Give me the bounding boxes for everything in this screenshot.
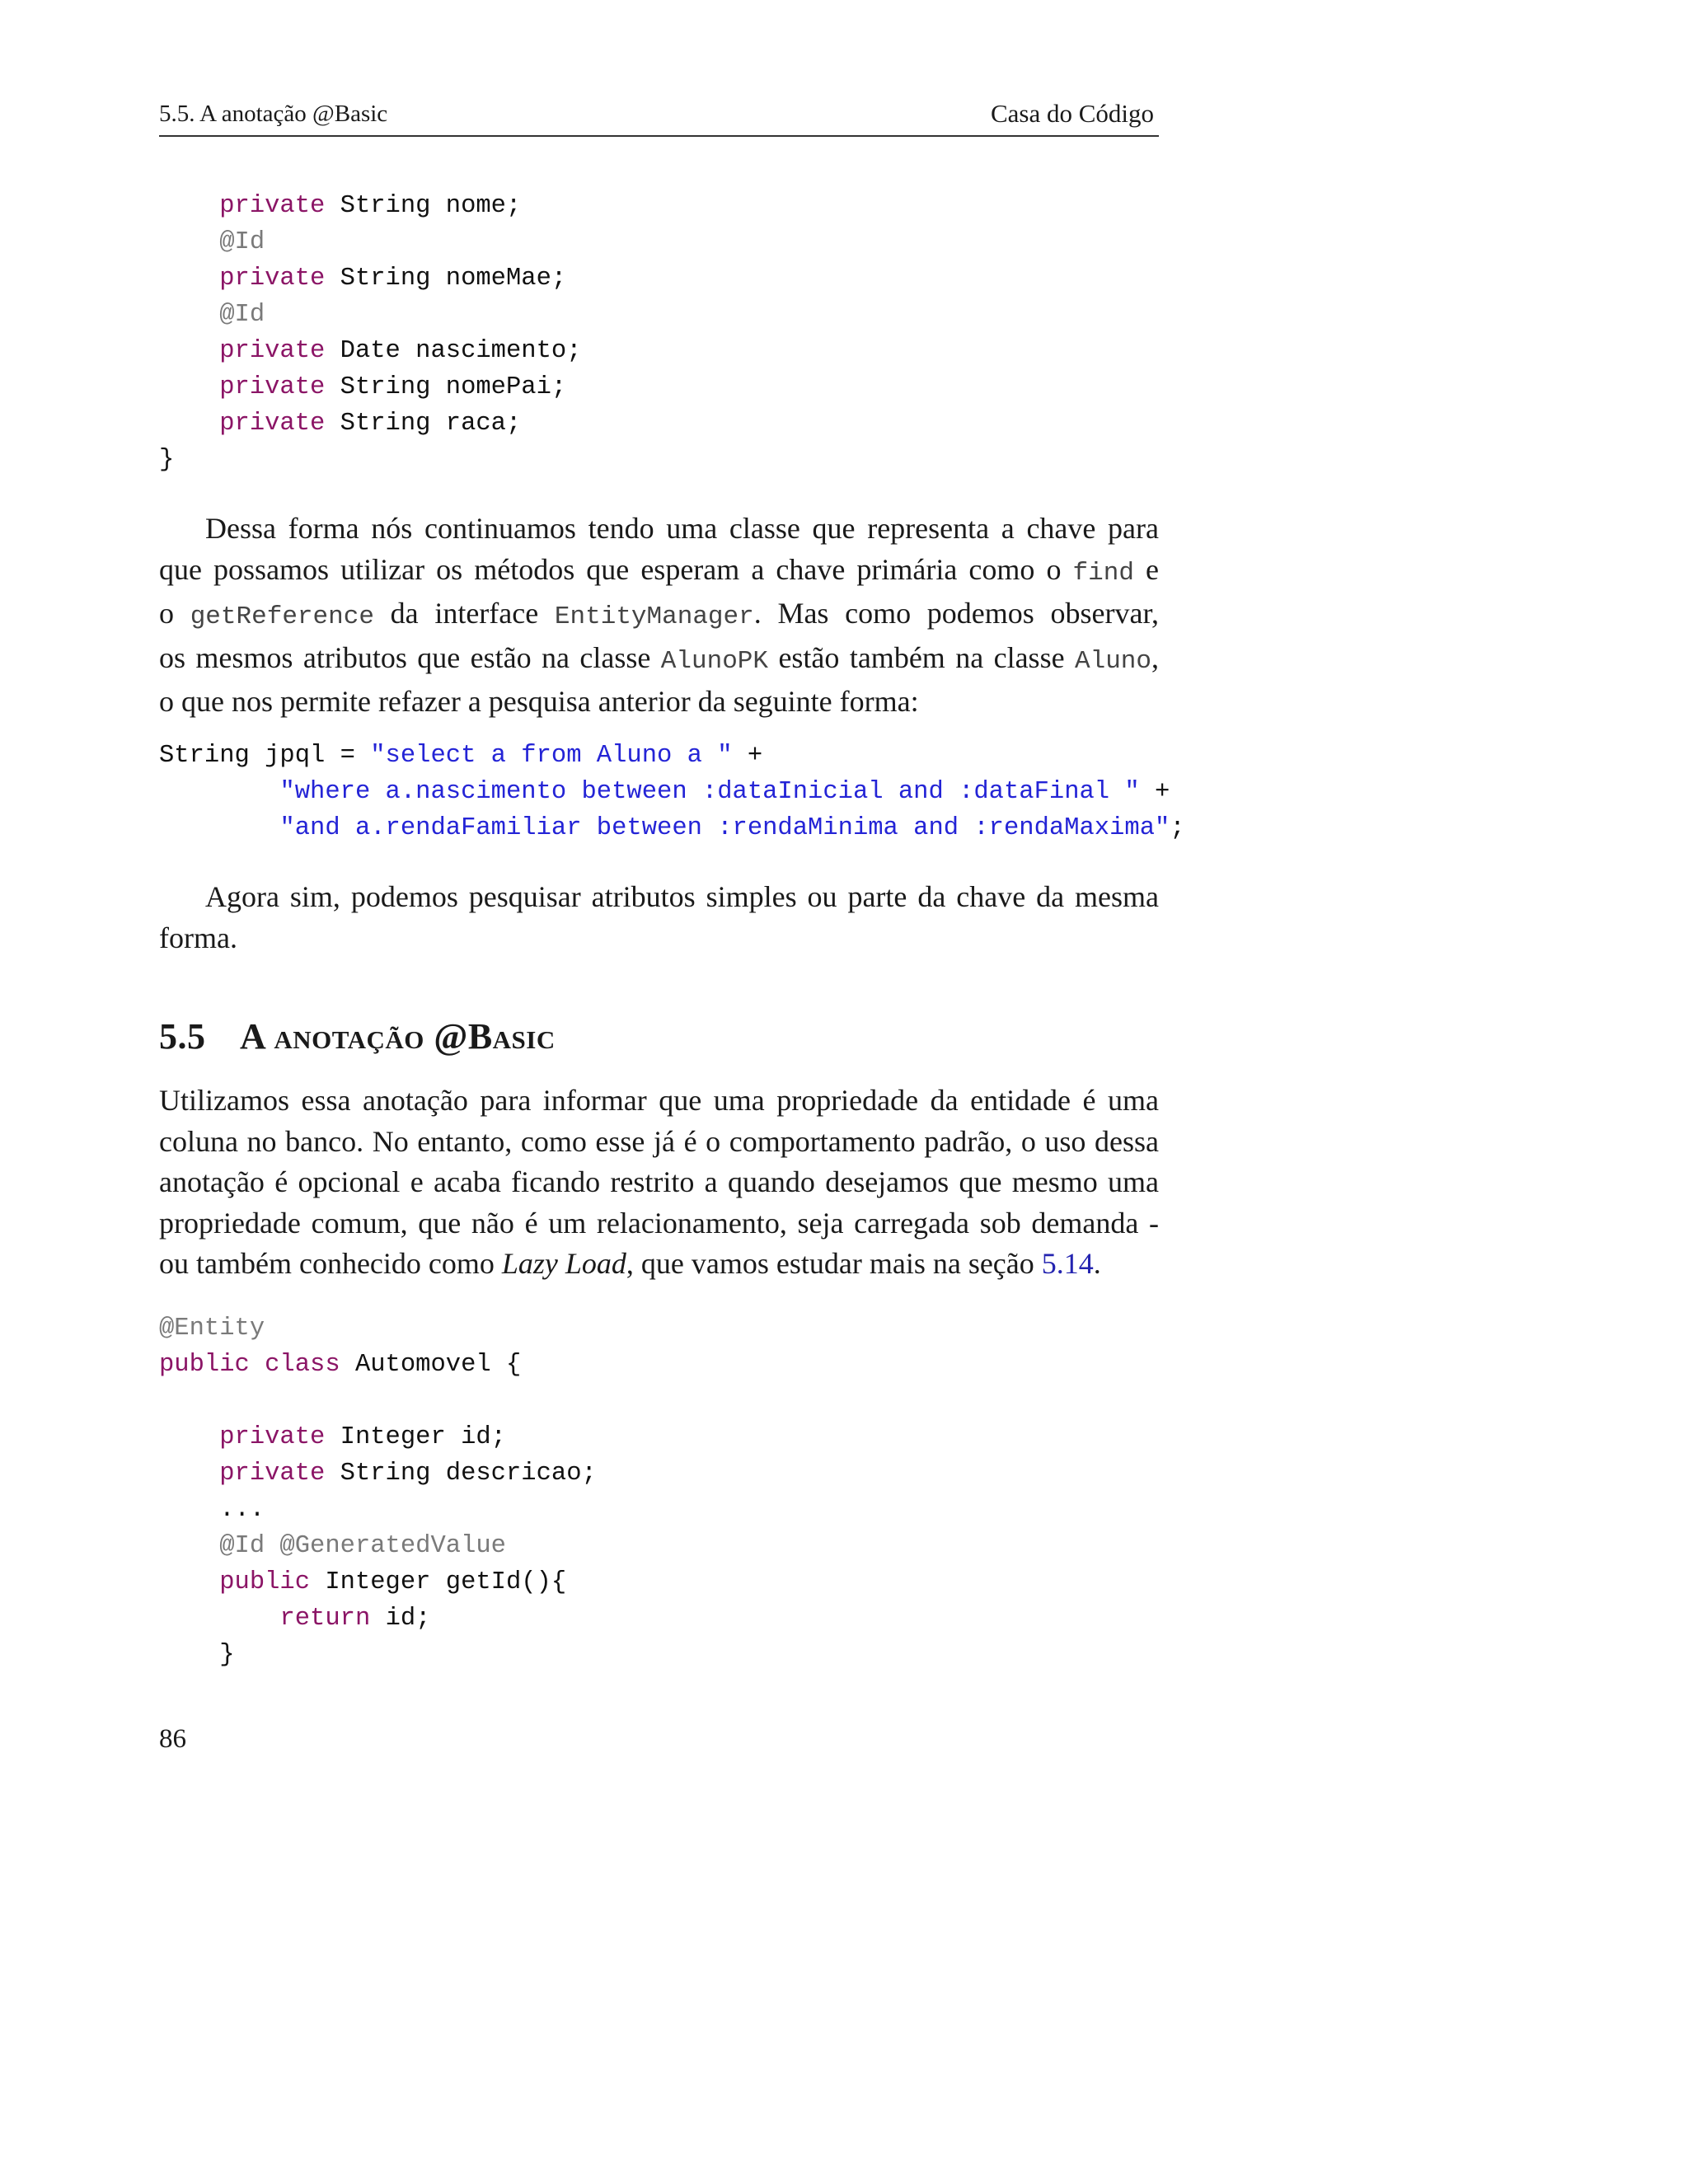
code-line: } <box>159 446 175 474</box>
section-heading <box>159 1015 556 1057</box>
page-number: 86 <box>159 1724 186 1754</box>
code-line: public class Automovel { <box>159 1351 522 1379</box>
section-link[interactable]: 5.14 <box>1041 1247 1094 1280</box>
code-line: String jpql = "select a from Aluno a " + <box>159 742 763 770</box>
code-line <box>159 1383 597 1419</box>
code-line: @Id @GeneratedValue <box>219 1532 506 1560</box>
code-line: private String raca; <box>219 410 522 438</box>
code-line: @Id <box>219 301 265 329</box>
paragraph-basic: Utilizamos essa anotação para informar que uma propriedade da entidade é uma coluna no banco. No entanto, como esse já é o comportamento padrão, o uso dessa anotação é opcional e acaba ficando restrito a quando desejamos que mesmo uma propriedade comum, que não é um relacionamento, seja carregada sob demanda - ou também conhecido como Lazy Load, que vamos estudar mais na seção 5.14. <box>159 1084 1159 1280</box>
inline-code: getReference <box>190 602 374 631</box>
code-line: private String nomePai; <box>219 373 567 401</box>
code-line: private Date nascimento; <box>219 337 582 365</box>
code-line: private String nomeMae; <box>219 265 567 293</box>
inline-code: EntityManager <box>554 602 754 631</box>
code-line: return id; <box>279 1605 431 1633</box>
running-header <box>159 97 1159 137</box>
code-line: public Integer getId(){ <box>219 1568 567 1596</box>
code-block-aluno-fields <box>159 188 582 478</box>
inline-code: Aluno <box>1074 646 1151 676</box>
code-line: ... <box>219 1496 265 1524</box>
header-publisher: Casa do Código <box>990 99 1154 128</box>
header-section-title: 5.5. A anotação @Basic <box>159 101 388 127</box>
section-number: 5.5 <box>159 1016 206 1057</box>
paragraph-chave: Dessa forma nós continuamos tendo uma classe que representa a chave para que possamos utilizar os métodos que esperam a chave primária como o find e o getReference da interface EntityManager. Mas como podemos observar, os mesmos atributos que estão na classe AlunoPK estão também na classe Aluno, o que nos permite refazer a pesquisa anterior da seguinte forma: <box>159 512 1159 718</box>
code-line: private String nome; <box>219 192 522 220</box>
code-line: private Integer id; <box>219 1423 506 1451</box>
code-line: @Entity <box>159 1315 265 1343</box>
code-block-jpql <box>159 738 1185 846</box>
code-block-automovel <box>159 1310 597 1673</box>
inline-code: AlunoPK <box>660 646 769 676</box>
code-line: private String descricao; <box>219 1460 597 1488</box>
code-line: } <box>219 1641 235 1669</box>
code-line: "where a.nascimento between :dataInicial and :dataFinal " + <box>279 778 1170 806</box>
emphasis-term: Lazy Load <box>501 1247 626 1280</box>
section-title: A anotação @Basic <box>240 1016 556 1057</box>
inline-code: find <box>1072 558 1134 588</box>
paragraph-agora-sim: Agora sim, podemos pesquisar atributos simples ou parte da chave da mesma forma. <box>159 880 1159 954</box>
code-line: "and a.rendaFamiliar between :rendaMinima and :rendaMaxima"; <box>279 814 1185 842</box>
code-line: @Id <box>219 228 265 256</box>
